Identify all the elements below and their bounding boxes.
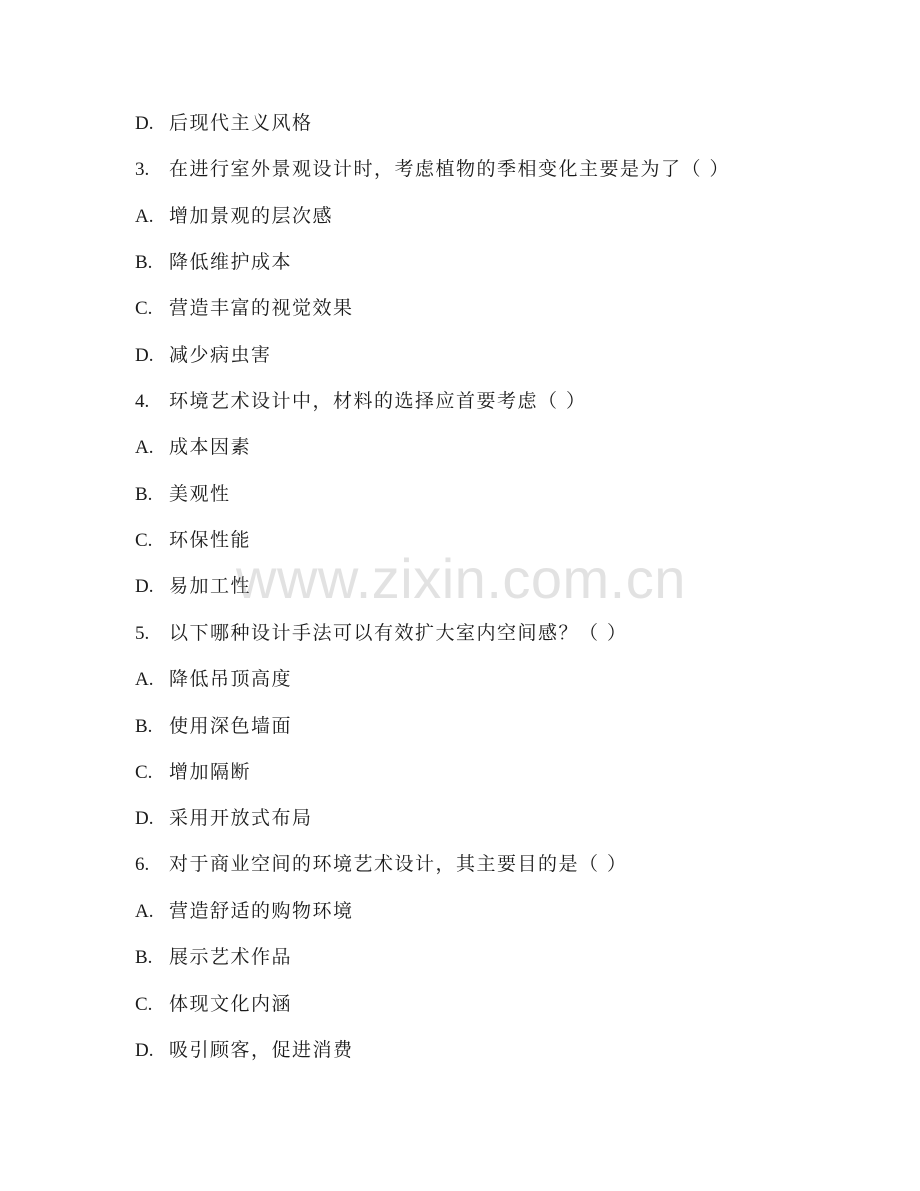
option-label: C. <box>135 298 153 319</box>
option-text: 营造丰富的视觉效果 <box>169 297 354 319</box>
option-label: C. <box>135 530 153 551</box>
option-label: A. <box>135 901 154 922</box>
option-label: D. <box>135 576 154 597</box>
question-number: 3. <box>135 159 150 180</box>
question-number: 4. <box>135 391 150 412</box>
option-line <box>135 760 251 785</box>
option-label: A. <box>135 437 154 458</box>
option-line <box>135 1038 354 1063</box>
option-text: 吸引顾客，促进消费 <box>169 1039 354 1061</box>
option-label: C. <box>135 762 153 783</box>
question-text: 以下哪种设计手法可以有效扩大室内空间感？（ ） <box>169 622 628 644</box>
option-text: 采用开放式布局 <box>169 807 313 829</box>
option-line <box>135 945 292 970</box>
question-line <box>135 852 628 877</box>
option-line <box>135 111 313 136</box>
option-label: D. <box>135 1040 154 1061</box>
option-text: 使用深色墙面 <box>169 715 293 737</box>
option-label: D. <box>135 113 154 134</box>
question-line <box>135 621 628 646</box>
option-line <box>135 528 251 553</box>
option-text: 易加工性 <box>169 575 252 597</box>
option-line <box>135 482 231 507</box>
option-label: B. <box>135 252 153 273</box>
option-text: 增加隔断 <box>169 761 252 783</box>
option-text: 营造舒适的购物环境 <box>169 900 354 922</box>
option-text: 降低吊顶高度 <box>169 668 293 690</box>
option-label: D. <box>135 808 154 829</box>
option-text: 成本因素 <box>169 436 252 458</box>
option-label: D. <box>135 345 154 366</box>
question-text: 环境艺术设计中，材料的选择应首要考虑（ ） <box>169 390 587 412</box>
option-label: B. <box>135 716 153 737</box>
option-label: A. <box>135 206 154 227</box>
option-line <box>135 250 292 275</box>
question-text: 在进行室外景观设计时，考虑植物的季相变化主要是为了（ ） <box>169 158 731 180</box>
option-text: 减少病虫害 <box>169 344 272 366</box>
option-line <box>135 714 292 739</box>
option-text: 体现文化内涵 <box>169 993 293 1015</box>
question-text: 对于商业空间的环境艺术设计，其主要目的是（ ） <box>169 853 628 875</box>
option-text: 增加景观的层次感 <box>169 205 334 227</box>
question-number: 6. <box>135 854 150 875</box>
option-text: 美观性 <box>169 483 231 505</box>
option-label: B. <box>135 484 153 505</box>
option-text: 展示艺术作品 <box>169 946 293 968</box>
question-line <box>135 389 587 414</box>
option-text: 后现代主义风格 <box>169 112 313 134</box>
option-label: B. <box>135 947 153 968</box>
option-line <box>135 806 313 831</box>
option-line <box>135 343 272 368</box>
option-text: 环保性能 <box>169 529 252 551</box>
question-line <box>135 157 730 182</box>
question-number: 5. <box>135 623 150 644</box>
option-line <box>135 574 251 599</box>
watermark-text: www.zixin.com.cn <box>236 547 686 610</box>
option-line <box>135 296 354 321</box>
option-line <box>135 667 292 692</box>
option-line <box>135 992 292 1017</box>
option-line <box>135 435 251 460</box>
option-label: A. <box>135 669 154 690</box>
option-line <box>135 204 333 229</box>
option-text: 降低维护成本 <box>169 251 293 273</box>
option-label: C. <box>135 994 153 1015</box>
option-line <box>135 899 354 924</box>
